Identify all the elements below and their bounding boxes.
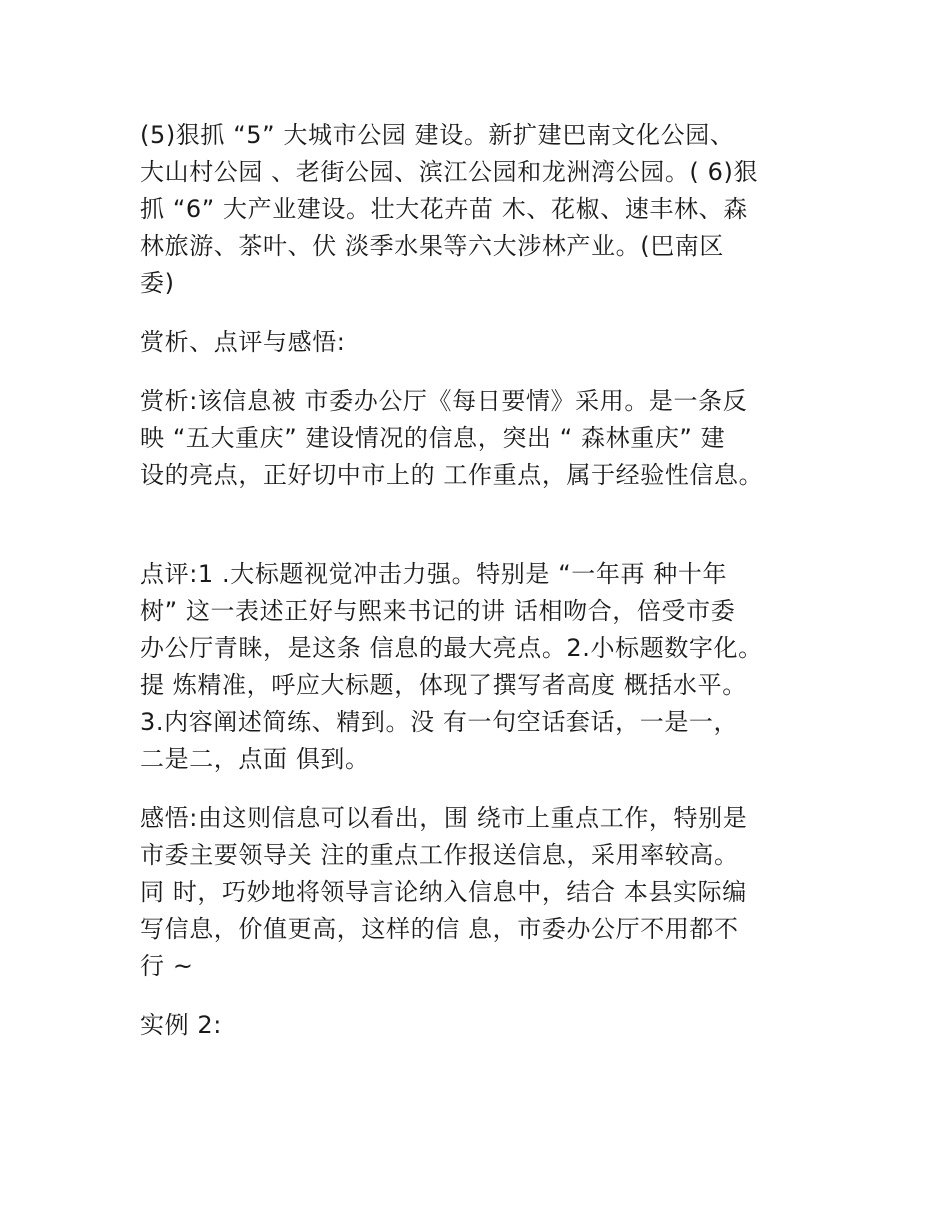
- text-line: 办公厅青睐，是这条 信息的最大亮点。2.小标题数字化。: [140, 634, 763, 662]
- text-line: 点评:1 .大标题视觉冲击力强。特别是 “一年再 种十年: [140, 560, 728, 588]
- text-line: 感悟:由这则信息可以看出，围 绕市上重点工作，特别是: [140, 804, 748, 832]
- heading-text: 赏析、点评与感悟:: [140, 328, 346, 356]
- text-line: 同 时，巧妙地将领导言论纳入信息中，结合 本县实际编: [140, 878, 747, 906]
- text-line: 赏析:该信息被 市委办公厅《每日要情》采用。是一条反: [140, 387, 748, 415]
- text-line: 大山村公园 、老街公园、滨江公园和龙洲湾公园。( 6)狠: [140, 158, 759, 186]
- text-line: 抓 “6” 大产业建设。壮大花卉苗 木、花椒、速丰林、森: [140, 195, 748, 223]
- paragraph-park-industry: [140, 117, 830, 302]
- paragraph-insight: [140, 800, 830, 985]
- text-line: 市委主要领导关 注的重点工作报送信息，采用率较高。: [140, 841, 739, 869]
- text-line: (5)狠抓 “5” 大城市公园 建设。新扩建巴南文化公园、: [140, 121, 735, 149]
- text-line: 3.内容阐述简练、精到。没 有一句空话套话，一是一，: [140, 708, 739, 736]
- document-page: [140, 117, 830, 1044]
- text-line: 映 “五大重庆” 建设情况的信息，突出 “ 森林重庆” 建: [140, 424, 726, 452]
- text-line: 委): [140, 269, 175, 297]
- text-line: 二是二，点面 俱到。: [140, 745, 370, 773]
- text-line: 树” 这一表述正好与熙来书记的讲 话相吻合，倍受市委: [140, 597, 736, 625]
- heading-example-2: [140, 1007, 830, 1044]
- heading-analysis: [140, 324, 830, 361]
- text-line: 提 炼精准，呼应大标题，体现了撰写者高度 概括水平。: [140, 671, 747, 699]
- text-line: 林旅游、茶叶、伏 淡季水果等六大涉林产业。(巴南区: [140, 232, 724, 260]
- text-line: 行 ~: [140, 952, 194, 980]
- text-line: 写信息，价值更高，这样的信 息，市委办公厅不用都不: [140, 915, 739, 943]
- paragraph-comment: [140, 556, 830, 778]
- heading-text: 实例 2:: [140, 1011, 222, 1039]
- text-line: 设的亮点，正好切中市上的 工作重点，属于经验性信息。: [140, 461, 764, 489]
- paragraph-appreciation: [140, 383, 830, 494]
